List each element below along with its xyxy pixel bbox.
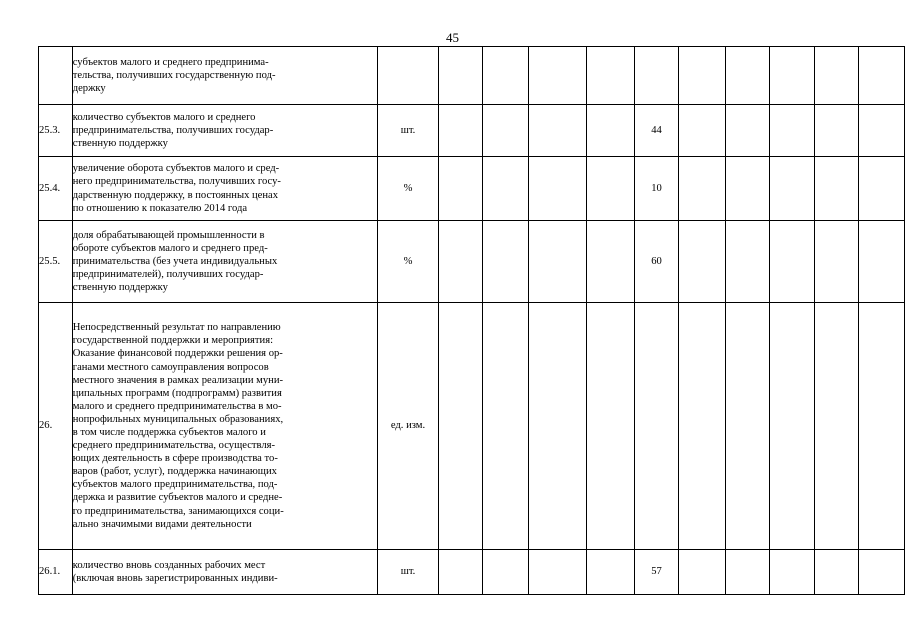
description-line: (включая вновь зарегистрированных индиви- (72, 573, 278, 584)
row-number (39, 47, 73, 105)
empty-cell (679, 47, 726, 105)
empty-cell (726, 47, 770, 105)
empty-cell (587, 157, 635, 221)
empty-cell (438, 47, 482, 105)
description-line: количество вновь созданных рабочих мест (72, 559, 266, 571)
description-line: местного значения в рамках реализации муни- (72, 374, 284, 386)
empty-cell (814, 550, 858, 595)
empty-cell (482, 221, 529, 303)
description-line: Оказание финансовой поддержки решения ор- (72, 348, 283, 360)
empty-cell (858, 221, 904, 303)
row-number: 25.5. (39, 221, 73, 303)
empty-cell (858, 105, 904, 157)
row-number: 26.1. (39, 550, 73, 595)
empty-cell (858, 157, 904, 221)
description-line: субъектов малого предпринимательства, под- (72, 479, 278, 491)
value-cell: 57 (634, 550, 678, 595)
empty-cell (726, 550, 770, 595)
description-line: государственной поддержки и мероприятия: (72, 335, 274, 347)
description-line: предпринимательства, получивших государ- (72, 124, 274, 136)
description-line: ственную поддержку (72, 138, 168, 150)
description-line: предпринимателей), получивших государ- (72, 269, 264, 281)
indicators-table (38, 46, 905, 595)
table-row (39, 221, 905, 303)
empty-cell (529, 221, 587, 303)
empty-cell (814, 47, 858, 105)
indicator-description (72, 47, 378, 105)
unit-cell: ед. изм. (378, 303, 438, 550)
description-line: малого и среднего предпринимательства в мо- (72, 400, 282, 412)
unit-cell: шт. (378, 550, 438, 595)
empty-cell (529, 550, 587, 595)
indicator-description (72, 221, 378, 303)
description-line: тельства, получивших государственную под- (72, 69, 276, 81)
empty-cell (770, 157, 815, 221)
empty-cell (726, 303, 770, 550)
unit-cell: шт. (378, 105, 438, 157)
value-cell (634, 47, 678, 105)
row-number: 25.4. (39, 157, 73, 221)
description-line: го предпринимательства, занимающихся соци- (72, 505, 284, 517)
description-line: принимательства (без учета индивидуальных (72, 255, 278, 267)
description-line: держка и развитие субъектов малого и средне- (72, 492, 283, 504)
empty-cell (770, 221, 815, 303)
table-row (39, 550, 905, 595)
value-cell: 10 (634, 157, 678, 221)
description-line: доля обрабатывающей промышленности в (72, 229, 265, 241)
table-row (39, 105, 905, 157)
value-cell (634, 303, 678, 550)
empty-cell (814, 303, 858, 550)
description-line: ганами местного самоуправления вопросов (72, 361, 269, 373)
description-line: среднего предпринимательства, осуществля- (72, 440, 276, 452)
empty-cell (482, 105, 529, 157)
empty-cell (770, 303, 815, 550)
description-line: в том числе поддержка субъектов малого и (72, 427, 266, 438)
empty-cell (726, 221, 770, 303)
empty-cell (814, 157, 858, 221)
empty-cell (438, 303, 482, 550)
description-line: субъектов малого и среднего предпринима- (72, 56, 269, 68)
indicator-description (72, 157, 378, 221)
description-line: ственную поддержку (72, 282, 168, 294)
indicator-description (72, 105, 378, 157)
description-line: него предпринимательства, получивших госу- (72, 176, 281, 188)
empty-cell (814, 221, 858, 303)
empty-cell (587, 303, 635, 550)
empty-cell (587, 47, 635, 105)
empty-cell (858, 303, 904, 550)
empty-cell (529, 157, 587, 221)
empty-cell (858, 47, 904, 105)
empty-cell (770, 105, 815, 157)
table-row (39, 303, 905, 550)
description-line: ющих деятельность в сфере производства то- (72, 453, 278, 465)
description-line: по отношению к показателю 2014 года (72, 202, 248, 214)
description-line: ально значимыми видами деятельности (72, 518, 252, 530)
empty-cell (679, 550, 726, 595)
empty-cell (679, 221, 726, 303)
description-line: нопрофильных муниципальных образованиях, (72, 413, 284, 425)
unit-cell: % (378, 221, 438, 303)
empty-cell (726, 157, 770, 221)
empty-cell (438, 221, 482, 303)
empty-cell (438, 550, 482, 595)
description-line: количество субъектов малого и среднего (72, 111, 256, 123)
empty-cell (814, 105, 858, 157)
indicator-description (72, 303, 378, 550)
empty-cell (587, 550, 635, 595)
empty-cell (529, 303, 587, 550)
value-cell: 44 (634, 105, 678, 157)
empty-cell (679, 303, 726, 550)
empty-cell (482, 303, 529, 550)
unit-cell: % (378, 157, 438, 221)
empty-cell (587, 105, 635, 157)
empty-cell (438, 157, 482, 221)
empty-cell (438, 105, 482, 157)
empty-cell (529, 47, 587, 105)
unit-cell (378, 47, 438, 105)
empty-cell (770, 47, 815, 105)
empty-cell (726, 105, 770, 157)
table-row (39, 157, 905, 221)
empty-cell (858, 550, 904, 595)
row-number: 26. (39, 303, 73, 550)
empty-cell (679, 105, 726, 157)
description-line: обороте субъектов малого и среднего пред- (72, 242, 268, 254)
empty-cell (482, 47, 529, 105)
description-line: ципальных программ (подпрограмм) развития (72, 387, 282, 399)
page-number: 45 (446, 30, 459, 45)
description-line: увеличение оборота субъектов малого и сред- (72, 163, 280, 175)
empty-cell (482, 550, 529, 595)
empty-cell (587, 221, 635, 303)
description-line: дарственную поддержку, в постоянных ценах (72, 189, 279, 201)
empty-cell (529, 105, 587, 157)
value-cell: 60 (634, 221, 678, 303)
description-line: держку (72, 83, 106, 95)
empty-cell (679, 157, 726, 221)
description-line: варов (работ, услуг), поддержка начинающих (72, 466, 277, 478)
empty-cell (482, 157, 529, 221)
indicator-description (72, 550, 378, 595)
table-row (39, 47, 905, 105)
empty-cell (770, 550, 815, 595)
description-line: Непосредственный результат по направлению (72, 322, 281, 334)
row-number: 25.3. (39, 105, 73, 157)
